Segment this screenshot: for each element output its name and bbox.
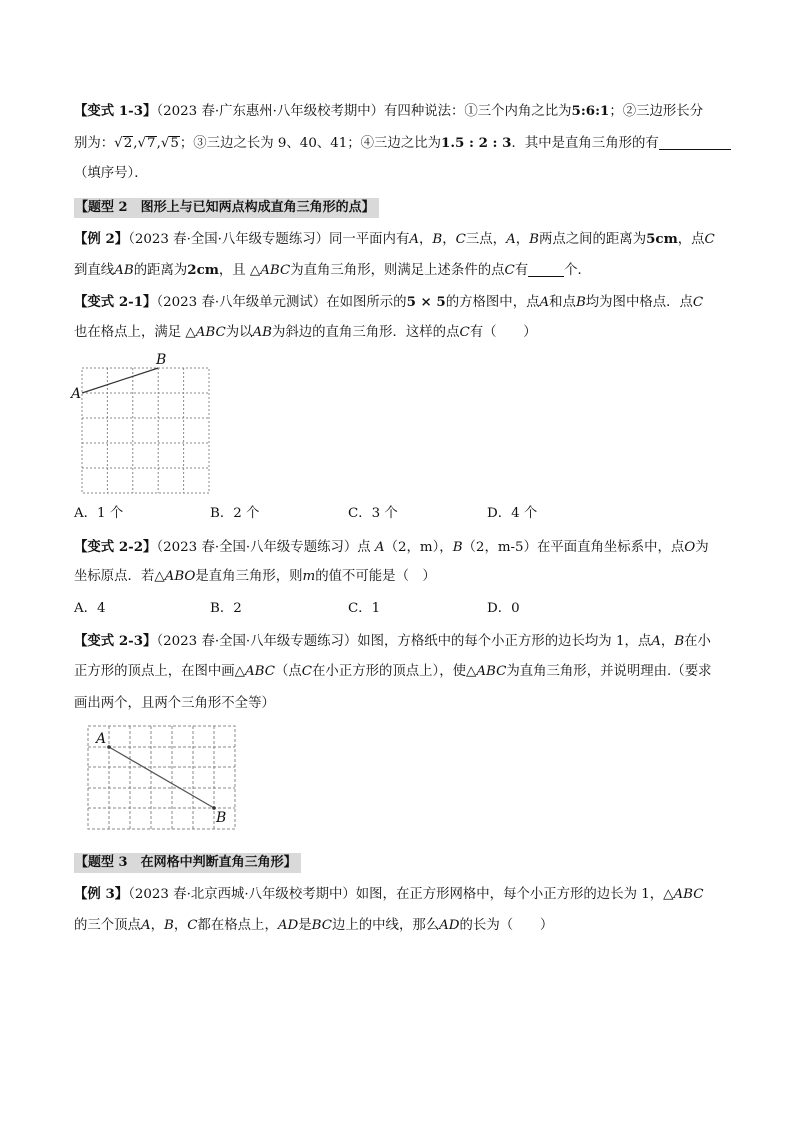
variant-2-3-line-1: 【变式 2-3】（2023 春·全国·八年级专题练习）如图，方格纸中的每个小正方形的边长均为 1，点A，B在小 bbox=[74, 633, 711, 649]
option-a[interactable]: A．4 bbox=[74, 601, 106, 616]
example-2-line-2: 到直线AB的距离为2cm，且 △ABC为直角三角形，则满足上述条件的点C有 个． bbox=[74, 262, 591, 278]
variant-2-2-line-1: 【变式 2-2】（2023 春·全国·八年级专题练习）点 A（2，m），B（2，m-5）在平面直角坐标系中，点O为 bbox=[74, 539, 709, 555]
variant-tag: 【变式 1-3】 bbox=[74, 103, 157, 119]
variant-2-2-line-2: 坐标原点．若△ABO是直角三角形，则m的值不可能是（ ） bbox=[74, 569, 436, 584]
section-header-3: 【题型 3 在网格中判断直角三角形】 bbox=[74, 853, 301, 873]
grid-figure-1 bbox=[70, 350, 220, 500]
point-a-label: A bbox=[96, 731, 107, 747]
answer-blank[interactable] bbox=[528, 262, 564, 277]
option-c[interactable]: C．3 个 bbox=[348, 506, 398, 521]
example-3-line-1: 【例 3】（2023 春·北京西城·八年级校考期中）如图，在正方形网格中，每个小正方形的边长为 1，△ABC bbox=[74, 886, 704, 902]
variant-1-3-line-1: 【变式 1-3】（2023 春·广东惠州·八年级校考期中）有四种说法：①三个内角之比为5:6:1；②三边形长分 bbox=[74, 103, 704, 119]
variant-1-3-line-2: 别为：√2,√7,√5；③三边之长为 9、40、41；④三边之比为1.5 : 2 : 3．其中是直角三角形的有 bbox=[74, 133, 731, 154]
option-d[interactable]: D．0 bbox=[487, 601, 520, 616]
segment-ab bbox=[109, 747, 214, 808]
example-2-line-1: 【例 2】（2023 春·全国·八年级专题练习）同一平面内有A，B，C三点，A，B两点之间的距离为5cm，点C bbox=[74, 231, 715, 247]
option-c[interactable]: C．1 bbox=[348, 601, 381, 616]
variant-2-1-line-1: 【变式 2-1】（2023 春·八年级单元测试）在如图所示的5 × 5的方格图中，点A和点B均为图中格点．点C bbox=[74, 294, 704, 310]
example-3-line-2: 的三个顶点A，B，C都在格点上，AD是BC边上的中线，那么AD的长为（ ） bbox=[74, 918, 554, 933]
option-d[interactable]: D．4 个 bbox=[487, 506, 538, 521]
variant-2-3-line-2: 正方形的顶点上，在图中画△ABC（点C在小正方形的顶点上），使△ABC为直角三角形，并说明理由.（要求 bbox=[74, 664, 712, 679]
option-b[interactable]: B．2 个 bbox=[210, 506, 260, 521]
grid-figure-2 bbox=[84, 722, 244, 832]
option-a[interactable]: A．1 个 bbox=[74, 506, 124, 521]
segment-ab bbox=[82, 368, 158, 393]
option-b[interactable]: B．2 bbox=[210, 601, 242, 616]
point-a bbox=[107, 745, 111, 749]
variant-2-1-line-2: 也在格点上，满足 △ABC为以AB为斜边的直角三角形．这样的点C有（ ） bbox=[74, 325, 537, 340]
section-header-2: 【题型 2 图形上与已知两点构成直角三角形的点】 bbox=[74, 198, 379, 218]
answer-blank[interactable] bbox=[659, 135, 731, 150]
point-b-label: B bbox=[156, 352, 167, 368]
variant-1-3-line-3: （填序号）． bbox=[74, 166, 148, 181]
point-a-label: A bbox=[71, 386, 82, 402]
point-b-label: B bbox=[216, 810, 227, 826]
variant-2-3-line-3: 画出两个，且两个三角形不全等） bbox=[74, 696, 275, 711]
